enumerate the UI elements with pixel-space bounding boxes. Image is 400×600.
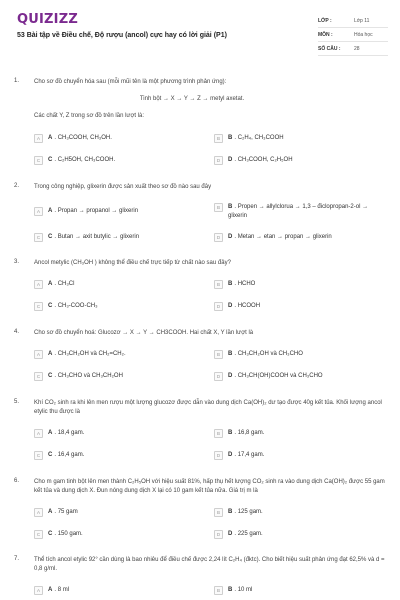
option-letter-box: B: [214, 508, 223, 517]
question-text: Cho sơ đồ chuyển hóa sau (mỗi mũi tên là một phương trình phản ứng):: [34, 79, 227, 85]
option-label: C . 150 gam.: [48, 531, 83, 537]
option-letter-box: C: [34, 372, 43, 381]
option-letter: C: [48, 234, 53, 240]
option-b[interactable]: [214, 508, 374, 517]
option-text: 10 ml: [237, 587, 253, 593]
option-label: A . CH₃Cl: [48, 281, 75, 287]
option-text: 125 gam.: [237, 509, 263, 515]
option-label: D . CH₃COOH, C₂H₅OH: [228, 157, 293, 163]
option-b[interactable]: [214, 203, 374, 221]
question-number: 3.: [14, 259, 20, 265]
option-letter: B: [228, 281, 233, 287]
option-a[interactable]: [34, 508, 194, 517]
option-letter: B: [228, 204, 233, 210]
option-text: CH₃CH₂OH và CH₂=CH₂.: [57, 351, 126, 357]
option-label: C . CH₃CHO và CH₃CH₂OH: [48, 373, 123, 379]
option-letter-box: D: [214, 530, 223, 539]
option-c[interactable]: [34, 372, 194, 381]
option-label: D . 17,4 gam.: [228, 452, 265, 458]
option-label: A . Propan → propanol → glixerin: [48, 208, 139, 214]
option-text: 17,4 gam.: [237, 452, 265, 458]
option-label: D . HCOOH: [228, 303, 261, 309]
option-letter: B: [228, 509, 233, 515]
option-letter: B: [228, 587, 233, 593]
option-label: A . 8 ml: [48, 587, 70, 593]
option-c[interactable]: [34, 302, 194, 311]
option-text: 16,8 gam.: [237, 430, 265, 436]
question-number: 2.: [14, 183, 20, 189]
option-text: 150 gam.: [57, 531, 83, 537]
option-letter: C: [48, 303, 53, 309]
page-header: [0, 0, 400, 60]
option-b[interactable]: [214, 586, 374, 595]
option-text: 225 gam.: [237, 531, 263, 537]
option-text: CH₃-COO-CH₃: [57, 303, 98, 309]
option-d[interactable]: [214, 372, 374, 381]
option-letter: B: [228, 135, 233, 141]
option-label: B . 10 ml: [228, 587, 253, 593]
option-letter: A: [48, 281, 53, 287]
question-number: 4.: [14, 329, 20, 335]
option-c[interactable]: [34, 156, 194, 165]
option-text: CH₃Cl: [57, 281, 75, 287]
option-d[interactable]: [214, 156, 374, 165]
option-letter: C: [48, 157, 53, 163]
question-text: Cho m gam tinh bột lên men thành C₂H₅OH với hiệu suất 81%, hấp thụ hết lượng CO₂ sinh ra vào dung dịch Ca(OH)₂ được 55 gam kết tủa và dung dịch X. Đun nóng dung dịch X lại có 10 gam kết tủa nữa. Giá trị m là: [34, 479, 385, 494]
option-text: HCOOH: [237, 303, 261, 309]
option-text: C₂H5OH, CH₃COOH.: [57, 157, 116, 163]
option-letter-box: C: [34, 530, 43, 539]
question-text: Thể tích ancol etylic 92° cần dùng là bao nhiêu để điều chế được 2,24 lít C₂H₄ (đktc). Cho biết hiệu suất phản ứng đạt 62,5% và d = 0,8 g/ml.: [34, 557, 385, 572]
option-letter-box: A: [34, 586, 43, 595]
option-b[interactable]: [214, 280, 374, 289]
option-letter-box: B: [214, 203, 223, 212]
option-text: 75 gam: [57, 509, 78, 515]
option-a[interactable]: [34, 280, 194, 289]
option-label: D . 225 gam.: [228, 531, 263, 537]
meta-key: SỐ CÂU :: [318, 45, 341, 52]
question-text: Ancol metylic (CH₃OH ) không thể điều chế trực tiếp từ chất nào sau đây?: [34, 260, 231, 266]
question-text: Cho sơ đồ chuyển hoá: Glucozơ → X → Y → CH3COOH. Hai chất X, Y lần lượt là: [34, 330, 254, 336]
option-b[interactable]: [214, 350, 374, 359]
option-letter: A: [48, 509, 53, 515]
option-text: CH₃CHO và CH₃CH₂OH: [57, 373, 123, 379]
option-label: A . CH₃COOH, CH₃OH.: [48, 135, 112, 141]
meta-value: 28: [354, 45, 360, 52]
option-text: CH₃COOH, CH₃OH.: [57, 135, 112, 141]
meta-key: MÔN :: [318, 31, 333, 38]
option-text: 18,4 gam.: [57, 430, 85, 436]
option-letter-box: B: [214, 134, 223, 143]
option-letter-box: C: [34, 233, 43, 242]
option-d[interactable]: [214, 530, 374, 539]
option-letter-box: D: [214, 302, 223, 311]
option-letter-box: C: [34, 156, 43, 165]
option-label: C . 16,4 gam.: [48, 452, 85, 458]
option-letter-box: A: [34, 207, 43, 216]
option-text: HCHO: [237, 281, 256, 287]
option-letter-box: A: [34, 429, 43, 438]
option-letter: D: [228, 303, 233, 309]
option-b[interactable]: [214, 134, 374, 143]
option-letter: D: [228, 234, 233, 240]
option-label: A . 75 gam: [48, 509, 78, 515]
option-letter-box: C: [34, 302, 43, 311]
meta-value: Hóa học: [354, 31, 373, 38]
option-letter-box: D: [214, 233, 223, 242]
option-letter-box: A: [34, 134, 43, 143]
option-a[interactable]: [34, 207, 194, 216]
option-letter: A: [48, 351, 53, 357]
option-c[interactable]: [34, 451, 194, 460]
option-c[interactable]: [34, 530, 194, 539]
option-label: A . 18,4 gam.: [48, 430, 85, 436]
option-letter: D: [228, 373, 233, 379]
option-letter: D: [228, 157, 233, 163]
option-letter-box: B: [214, 429, 223, 438]
option-b[interactable]: [214, 429, 374, 438]
option-label: C . CH₃-COO-CH₃: [48, 303, 98, 309]
question-number: 6.: [14, 478, 20, 484]
option-letter-box: D: [214, 451, 223, 460]
option-label: D . CH₃CH(OH)COOH và CH₃CHO: [228, 373, 323, 379]
option-text: CH₃CH(OH)COOH và CH₃CHO: [237, 373, 323, 379]
option-label: C . C₂H5OH, CH₃COOH.: [48, 157, 116, 163]
reaction-scheme: Tinh bột → X → Y → Z → metyl axetat.: [139, 96, 245, 102]
option-d[interactable]: [214, 451, 374, 460]
option-label: D . Metan → etan → propan → glixerin: [228, 234, 332, 240]
option-label: B . 16,8 gam.: [228, 430, 265, 436]
option-d[interactable]: [214, 233, 374, 242]
option-letter-box: B: [214, 586, 223, 595]
option-text: 16,4 gam.: [57, 452, 85, 458]
question-text: Trong công nghiệp, glixerin được sản xuất theo sơ đồ nào sau đây: [34, 184, 212, 190]
option-label: B . CH₃CH₂OH và CH₃CHO: [228, 351, 303, 357]
option-text: C₂H₄, CH₃COOH: [237, 135, 284, 141]
option-letter-box: C: [34, 451, 43, 460]
option-label: B . 125 gam.: [228, 509, 263, 515]
quizizz-logo: QUIZIZZ: [17, 12, 78, 27]
option-a[interactable]: [34, 134, 194, 143]
option-letter-box: A: [34, 350, 43, 359]
option-text: Propen → allylclorua → 1,3 – điclopropan-2-ol → glixerin: [228, 204, 369, 219]
option-text: CH₃CH₂OH và CH₃CHO: [237, 351, 303, 357]
option-letter-box: D: [214, 156, 223, 165]
option-text: Butan → axit butylic → glixerin: [57, 234, 140, 240]
option-letter: C: [48, 373, 53, 379]
option-letter: A: [48, 135, 53, 141]
option-label: A . CH₃CH₂OH và CH₂=CH₂.: [48, 351, 126, 357]
option-label: C . Butan → axit butylic → glixerin: [48, 234, 140, 240]
option-label: B . HCHO: [228, 281, 256, 287]
option-letter-box: B: [214, 280, 223, 289]
option-letter: D: [228, 531, 233, 537]
option-a[interactable]: [34, 350, 194, 359]
option-text: CH₃COOH, C₂H₅OH: [237, 157, 293, 163]
option-text: Metan → etan → propan → glixerin: [237, 234, 332, 240]
option-letter: A: [48, 587, 53, 593]
option-letter-box: A: [34, 280, 43, 289]
meta-key: LỚP :: [318, 17, 332, 24]
option-a[interactable]: [34, 586, 194, 595]
option-c[interactable]: [34, 233, 194, 242]
option-a[interactable]: [34, 429, 194, 438]
option-label: B . C₂H₄, CH₃COOH: [228, 135, 284, 141]
option-letter: B: [228, 430, 233, 436]
option-letter-box: B: [214, 350, 223, 359]
meta-row-subject: [318, 28, 388, 42]
meta-table: [318, 14, 388, 56]
question-number: 5.: [14, 399, 20, 405]
question-number: 1.: [14, 78, 20, 84]
option-letter-box: A: [34, 508, 43, 517]
question-text: Khí CO₂ sinh ra khi lên men rượu một lượng glucozơ được dẫn vào dung dịch Ca(OH)₂ dư tạo được 40g kết tủa. Khối lượng ancol etylic thu được là: [34, 400, 382, 415]
page-title: 53 Bài tập về Điều chế, Độ rượu (ancol) cực hay có lời giải (P1): [17, 32, 227, 39]
option-text: 8 ml: [57, 587, 70, 593]
meta-row-count: [318, 42, 388, 56]
option-letter: B: [228, 351, 233, 357]
option-letter: D: [228, 452, 233, 458]
meta-row-class: [318, 14, 388, 28]
option-letter: C: [48, 452, 53, 458]
option-label: B . Propen → allylclorua → 1,3 – điclopropan-2-ol → glixerin: [228, 204, 369, 219]
option-text: Propan → propanol → glixerin: [57, 208, 139, 214]
option-d[interactable]: [214, 302, 374, 311]
question-number: 7.: [14, 556, 20, 562]
question-subtext: Các chất Y, Z trong sơ đồ trên lần lượt là:: [34, 113, 145, 119]
option-letter: A: [48, 208, 53, 214]
option-letter: A: [48, 430, 53, 436]
option-letter: C: [48, 531, 53, 537]
option-letter-box: D: [214, 372, 223, 381]
meta-value: Lớp 11: [354, 17, 370, 24]
